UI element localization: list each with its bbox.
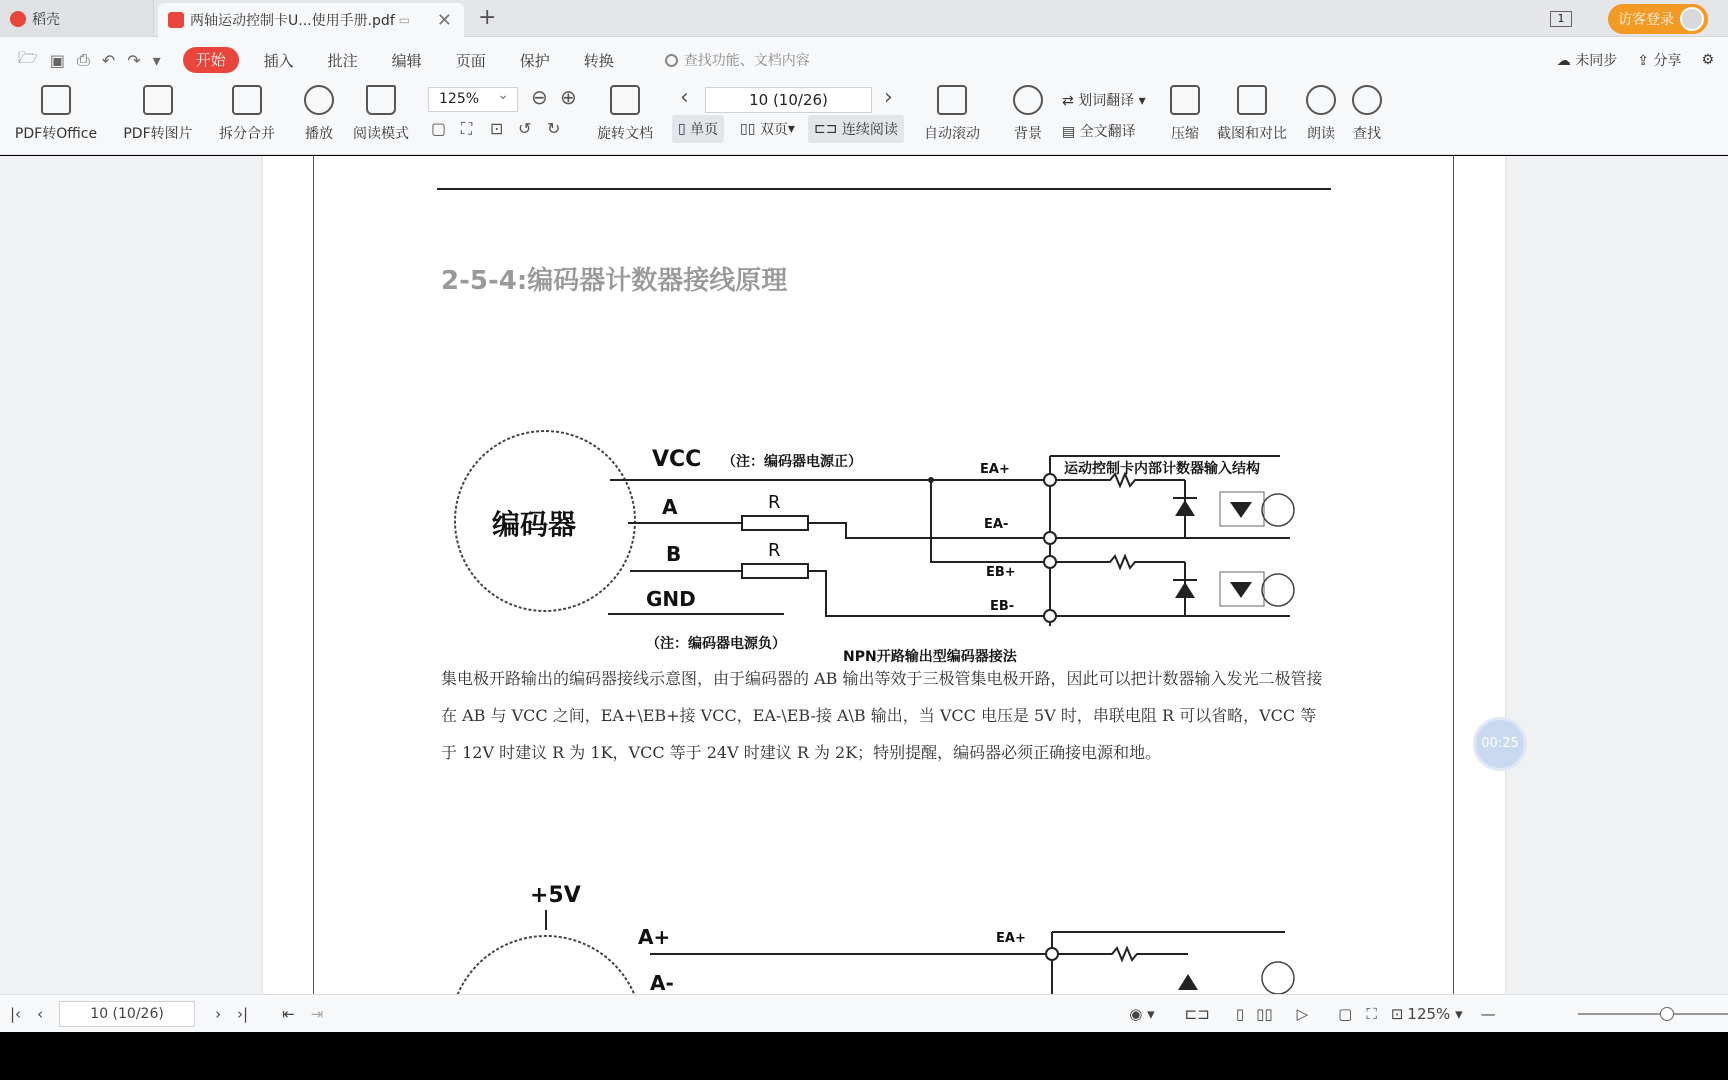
prev-page-icon[interactable]: ‹ [680,85,689,110]
ea-plus-label: EA+ [980,462,1010,477]
single-page-label: 单页 [690,122,719,138]
next-page-icon[interactable]: › [884,85,893,110]
prev-page-status-icon[interactable]: ‹ [37,1004,44,1023]
single-page-button[interactable] [672,115,724,143]
read-aloud-button[interactable] [1300,83,1342,155]
a-label: A [662,495,678,519]
forward-view-icon[interactable]: ⇥ [310,1004,324,1023]
resistor-a-label: R [768,492,781,513]
redo-icon[interactable]: ↷ [127,50,141,70]
full-translate-icon: ▤ [1062,124,1080,140]
find-button[interactable] [1346,83,1388,155]
split-merge-label: 拆分合并 [219,126,275,142]
continuous-read-button[interactable] [808,115,904,143]
feature-search[interactable] [665,50,810,70]
eye-protection-icon[interactable]: ◉ ▾ [1129,1004,1155,1023]
search-icon [665,54,678,67]
share-label: 分享 [1653,53,1682,69]
pdf-to-image-button[interactable] [118,83,198,155]
eb-plus-label: EB+ [986,565,1016,580]
menu-bar [0,37,1728,83]
screen-bottom-bar [0,1032,1728,1080]
status-zoom-label: 125% [1407,1004,1451,1023]
close-tab-icon[interactable]: ✕ [436,9,452,31]
print-icon[interactable]: ⎙ [76,50,90,69]
tab-document-label: 两轴运动控制卡U...使用手册.pdf [190,13,395,29]
auto-scroll-button[interactable] [912,83,992,155]
single-page-status-icon[interactable]: ▯ [1235,1004,1245,1023]
last-page-icon[interactable]: ›| [237,1004,249,1023]
save-icon[interactable]: ▣ [49,50,65,70]
zoom-out-icon[interactable]: ⊖ [531,85,548,109]
fit-width-status-icon[interactable]: ⊡ [1390,1004,1404,1023]
gnd-label: GND [646,587,696,611]
share-icon: ⇪ [1637,53,1649,69]
fit-page-status-icon[interactable]: ⛶ [1366,1004,1377,1023]
chevron-down-icon: ▾ [787,121,795,137]
pdf-to-office-icon [41,85,71,115]
zoom-select[interactable]: 125% ⌄ [428,87,518,112]
window-count-badge[interactable]: 1 [1550,11,1572,27]
customize-dropdown-icon[interactable]: ▾ [152,50,161,70]
plus-5v-label: +5V [530,883,581,908]
split-merge-icon [232,85,262,115]
tab-bar [0,0,1728,37]
eb-minus-label: EB- [990,599,1015,614]
back-view-icon[interactable]: ⇤ [282,1004,295,1023]
speaker-icon [1306,85,1336,115]
compress-label: 压缩 [1171,126,1199,142]
screenshot-compare-button[interactable] [1214,83,1290,155]
auto-scroll-label: 自动滚动 [924,126,980,142]
play-status-icon[interactable]: ▷ [1296,1004,1309,1023]
book-icon [366,85,396,115]
rotate-right-icon[interactable]: ↻ [547,119,561,138]
split-merge-button[interactable] [210,83,284,155]
header-rule [437,188,1331,190]
recording-timer[interactable]: 00:25 [1473,717,1527,771]
open-folder-icon[interactable]: 🗁 [18,47,38,67]
menu-start[interactable]: 开始 [183,47,239,73]
zoom-out-status-icon[interactable]: — [1480,1004,1496,1023]
menu-page[interactable]: 页面 [455,51,486,70]
sync-label: 未同步 [1575,53,1618,69]
eye-icon [1013,85,1043,115]
double-page-button[interactable] [734,115,801,143]
a-plus-label: A+ [638,925,671,949]
continuous-icon: ⊏⊐ [814,121,842,137]
play-label: 播放 [305,126,333,142]
ea-plus-label-2: EA+ [996,931,1026,946]
tab-document[interactable] [158,3,464,37]
actual-size-status-icon[interactable]: ▢ [1338,1004,1353,1023]
sync-status-button[interactable] [1557,50,1617,70]
feature-search-placeholder: 查找功能、文档内容 [683,53,810,69]
page-number-input[interactable]: 10 (10/26) [705,87,872,113]
tab-home[interactable] [0,0,154,37]
menu-edit[interactable]: 编辑 [391,51,422,70]
compress-icon [1170,85,1200,115]
a-minus-label: A- [650,971,674,994]
monitor-icon[interactable]: ▭ [398,13,411,27]
rotate-left-icon[interactable]: ↺ [518,119,532,138]
first-page-icon[interactable]: |‹ [10,1004,22,1023]
compress-button[interactable] [1164,83,1206,155]
zoom-slider-knob[interactable] [1660,1007,1674,1021]
pdf-file-icon [168,12,184,28]
read-aloud-label: 朗读 [1307,126,1335,142]
document-viewer[interactable] [0,156,1728,994]
b-label: B [666,542,682,566]
rotate-doc-label: 旋转文档 [597,126,653,142]
next-page-status-icon[interactable]: › [215,1004,222,1023]
differential-wiring-diagram [440,872,1340,994]
encoder-label: 编码器 [492,508,577,541]
full-translate-label: 全文翻译 [1079,124,1136,140]
new-tab-icon[interactable]: + [478,5,497,30]
ea-minus-label: EA- [984,517,1009,532]
word-translate-button[interactable]: ⇄ 划词翻译 ▾ [1062,93,1146,109]
menu-protect[interactable]: 保护 [519,51,550,70]
share-button[interactable] [1637,50,1681,70]
screenshot-icon [1237,85,1267,115]
status-bar [0,994,1728,1032]
pdf-to-office-button[interactable] [8,83,104,155]
full-translate-button[interactable] [1062,121,1136,141]
pdf-to-image-icon [143,85,173,115]
auto-scroll-icon [937,85,967,115]
menu-convert[interactable]: 转换 [583,51,614,70]
status-page-input[interactable]: 10 (10/26) [59,1001,195,1027]
status-zoom-select[interactable]: 125% ▾ [1407,1004,1463,1023]
double-page-label: 双页 [759,122,788,138]
pdf-to-office-label: PDF转Office [14,126,98,142]
avatar [1680,7,1704,31]
actual-size-icon[interactable]: ▢ [431,119,447,138]
cloud-icon: ☁ [1556,53,1571,69]
settings-gear-icon[interactable]: ⚙ [1701,52,1714,68]
vcc-note: （注：编码器电源正） [722,454,862,470]
body-paragraph: 集电极开路输出的编码器接线示意图，由于编码器的 AB 输出等效于三极管集电极开路，因此可以把计数器输入发光二极管接在 AB 与 VCC 之间，EA+\EB+接 VCC，EA-\EB-接 A\B 输出，当 VCC 电压是 5V 时，串联电阻 R 可以省略，VCC 等于 12V 时建议 R 为 1K，VCC 等于 24V 时建议 R 为 2K；特别提醒，编码器必须正确接电源和地。 [441,669,1323,762]
find-magnifier-icon [1352,85,1382,115]
menu-insert[interactable]: 插入 [263,51,294,70]
play-icon [304,85,334,115]
guest-login-button[interactable] [1608,4,1708,34]
internal-structure-label: 运动控制卡内部计数器输入结构 [1064,461,1260,477]
double-page-icon: ▯▯ [740,121,760,137]
continuous-label: 连续阅读 [841,122,898,138]
rotate-doc-icon [610,85,640,115]
background-label: 背景 [1014,126,1042,142]
resistor-b-label: R [768,540,781,561]
zoom-in-icon[interactable]: ⊕ [560,85,577,109]
screenshot-compare-label: 截图和对比 [1217,126,1287,142]
fit-width-icon[interactable]: ⊡ [490,119,504,138]
menu-annotate[interactable]: 批注 [327,51,358,70]
ribbon-toolbar [0,83,1728,155]
read-mode-label: 阅读模式 [353,126,409,142]
play-button[interactable] [298,83,340,155]
gnd-note: （注：编码器电源负） [646,636,786,652]
zoom-slider[interactable] [1578,1013,1728,1015]
read-mode-button[interactable] [350,83,412,155]
background-button[interactable] [1004,83,1052,155]
continuous-status-icon[interactable]: ⊏⊐ [1184,1004,1210,1023]
guest-login-label: 访客登录 [1618,11,1674,28]
section-heading: 2-5-4:编码器计数器接线原理 [441,266,788,296]
word-translate-label: 划词翻译 [1078,93,1135,109]
pdf-to-image-label: PDF转图片 [123,126,193,142]
fit-page-icon[interactable]: ⛶ [461,119,473,138]
find-label: 查找 [1353,126,1381,142]
tab-home-label: 稻壳 [32,11,60,28]
vcc-label: VCC [652,447,702,472]
single-page-icon: ▯ [678,121,691,137]
rotate-doc-button[interactable] [592,83,658,155]
undo-icon[interactable]: ↶ [101,50,116,70]
diagram-caption: NPN开路输出型编码器接法 [843,649,1017,665]
double-page-status-icon[interactable]: ▯▯ [1256,1004,1273,1023]
docer-logo-icon [10,11,26,27]
translate-icon: ⇄ [1062,93,1079,109]
